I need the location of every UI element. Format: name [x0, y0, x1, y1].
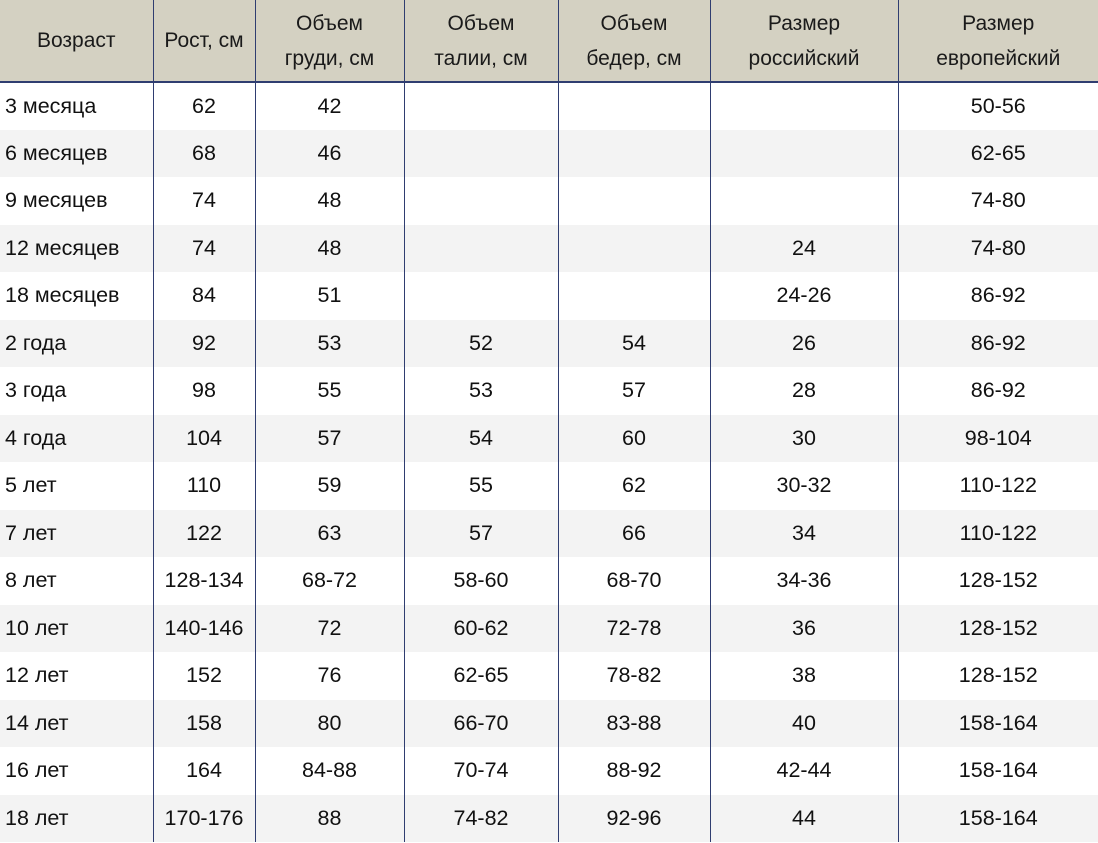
cell-waist: 52 — [404, 320, 558, 368]
cell-age: 12 месяцев — [0, 225, 153, 273]
cell-hips: 72-78 — [558, 605, 710, 653]
cell-waist: 58-60 — [404, 557, 558, 605]
cell-waist: 74-82 — [404, 795, 558, 843]
cell-height: 62 — [153, 82, 255, 130]
column-header-hips — [558, 0, 710, 82]
cell-hips — [558, 130, 710, 178]
column-header-height — [153, 0, 255, 82]
cell-chest: 72 — [255, 605, 404, 653]
cell-eu-size: 128-152 — [898, 652, 1098, 700]
cell-eu-size: 110-122 — [898, 462, 1098, 510]
cell-hips: 62 — [558, 462, 710, 510]
cell-height: 110 — [153, 462, 255, 510]
cell-chest: 53 — [255, 320, 404, 368]
table-row — [0, 82, 1098, 130]
cell-chest: 84-88 — [255, 747, 404, 795]
cell-height: 74 — [153, 225, 255, 273]
table-row — [0, 272, 1098, 320]
cell-eu-size: 128-152 — [898, 605, 1098, 653]
cell-ru-size: 36 — [710, 605, 898, 653]
cell-height: 74 — [153, 177, 255, 225]
cell-ru-size: 34-36 — [710, 557, 898, 605]
table-row — [0, 177, 1098, 225]
cell-eu-size: 74-80 — [898, 177, 1098, 225]
column-header-ru-size — [710, 0, 898, 82]
cell-chest: 51 — [255, 272, 404, 320]
column-header-line: Объем — [600, 11, 668, 35]
cell-age: 8 лет — [0, 557, 153, 605]
table-row — [0, 652, 1098, 700]
cell-waist: 66-70 — [404, 700, 558, 748]
cell-ru-size: 26 — [710, 320, 898, 368]
cell-height: 84 — [153, 272, 255, 320]
cell-hips: 54 — [558, 320, 710, 368]
cell-age: 16 лет — [0, 747, 153, 795]
cell-age: 4 года — [0, 415, 153, 463]
table-body — [0, 82, 1098, 842]
cell-chest: 42 — [255, 82, 404, 130]
cell-age: 2 года — [0, 320, 153, 368]
cell-chest: 88 — [255, 795, 404, 843]
cell-age: 6 месяцев — [0, 130, 153, 178]
cell-waist — [404, 130, 558, 178]
cell-chest: 48 — [255, 225, 404, 273]
cell-height: 152 — [153, 652, 255, 700]
cell-ru-size: 30-32 — [710, 462, 898, 510]
cell-eu-size: 98-104 — [898, 415, 1098, 463]
cell-age: 14 лет — [0, 700, 153, 748]
table-row — [0, 557, 1098, 605]
cell-ru-size: 34 — [710, 510, 898, 558]
table-row — [0, 367, 1098, 415]
table-header — [0, 0, 1098, 82]
cell-eu-size: 110-122 — [898, 510, 1098, 558]
cell-eu-size: 158-164 — [898, 795, 1098, 843]
table-row — [0, 225, 1098, 273]
cell-ru-size: 40 — [710, 700, 898, 748]
cell-eu-size: 86-92 — [898, 367, 1098, 415]
cell-waist: 57 — [404, 510, 558, 558]
table-row — [0, 605, 1098, 653]
column-header-eu-size — [898, 0, 1098, 82]
column-header-waist — [404, 0, 558, 82]
column-header-line: Размер — [767, 11, 841, 35]
cell-age: 3 месяца — [0, 82, 153, 130]
cell-waist: 53 — [404, 367, 558, 415]
cell-eu-size: 158-164 — [898, 700, 1098, 748]
column-header-line: бедер, см — [586, 46, 682, 70]
column-header-line: европейский — [936, 46, 1061, 70]
cell-height: 164 — [153, 747, 255, 795]
cell-ru-size: 24 — [710, 225, 898, 273]
cell-waist: 60-62 — [404, 605, 558, 653]
cell-chest: 76 — [255, 652, 404, 700]
column-header-line: Возраст — [36, 29, 116, 52]
table-row — [0, 747, 1098, 795]
cell-ru-size: 28 — [710, 367, 898, 415]
header-row — [0, 0, 1098, 82]
cell-chest: 59 — [255, 462, 404, 510]
cell-height: 128-134 — [153, 557, 255, 605]
cell-ru-size — [710, 130, 898, 178]
cell-hips — [558, 82, 710, 130]
table-row — [0, 510, 1098, 558]
cell-hips: 88-92 — [558, 747, 710, 795]
cell-hips — [558, 225, 710, 273]
cell-waist — [404, 177, 558, 225]
cell-waist: 54 — [404, 415, 558, 463]
cell-ru-size — [710, 177, 898, 225]
cell-chest: 63 — [255, 510, 404, 558]
cell-waist — [404, 82, 558, 130]
cell-hips: 92-96 — [558, 795, 710, 843]
table-row — [0, 130, 1098, 178]
cell-hips: 78-82 — [558, 652, 710, 700]
cell-hips: 57 — [558, 367, 710, 415]
cell-chest: 68-72 — [255, 557, 404, 605]
cell-eu-size: 86-92 — [898, 272, 1098, 320]
cell-height: 122 — [153, 510, 255, 558]
cell-chest: 57 — [255, 415, 404, 463]
cell-eu-size: 50-56 — [898, 82, 1098, 130]
cell-hips — [558, 272, 710, 320]
cell-age: 10 лет — [0, 605, 153, 653]
column-header-line: Объем — [296, 11, 363, 35]
table-row — [0, 700, 1098, 748]
cell-hips: 68-70 — [558, 557, 710, 605]
cell-chest: 80 — [255, 700, 404, 748]
cell-eu-size: 74-80 — [898, 225, 1098, 273]
cell-waist — [404, 225, 558, 273]
cell-waist: 55 — [404, 462, 558, 510]
cell-chest: 55 — [255, 367, 404, 415]
cell-age: 7 лет — [0, 510, 153, 558]
cell-height: 98 — [153, 367, 255, 415]
cell-waist: 70-74 — [404, 747, 558, 795]
cell-age: 18 месяцев — [0, 272, 153, 320]
cell-waist — [404, 272, 558, 320]
cell-age: 5 лет — [0, 462, 153, 510]
table-row — [0, 415, 1098, 463]
cell-height: 158 — [153, 700, 255, 748]
table-row — [0, 320, 1098, 368]
cell-ru-size: 30 — [710, 415, 898, 463]
cell-waist: 62-65 — [404, 652, 558, 700]
cell-hips: 66 — [558, 510, 710, 558]
cell-eu-size: 86-92 — [898, 320, 1098, 368]
cell-ru-size: 24-26 — [710, 272, 898, 320]
cell-hips: 60 — [558, 415, 710, 463]
table-row — [0, 462, 1098, 510]
column-header-line: Рост, см — [164, 29, 244, 52]
cell-height: 92 — [153, 320, 255, 368]
cell-age: 18 лет — [0, 795, 153, 843]
column-header-chest — [255, 0, 404, 82]
column-header-line: российский — [748, 46, 860, 70]
column-header-age — [0, 0, 153, 82]
cell-eu-size: 128-152 — [898, 557, 1098, 605]
cell-height: 140-146 — [153, 605, 255, 653]
column-header-line: груди, см — [284, 46, 375, 70]
cell-ru-size: 38 — [710, 652, 898, 700]
column-header-line: Размер — [962, 11, 1035, 35]
cell-age: 12 лет — [0, 652, 153, 700]
cell-age: 9 месяцев — [0, 177, 153, 225]
cell-ru-size: 42-44 — [710, 747, 898, 795]
cell-hips — [558, 177, 710, 225]
cell-chest: 46 — [255, 130, 404, 178]
cell-chest: 48 — [255, 177, 404, 225]
cell-eu-size: 158-164 — [898, 747, 1098, 795]
cell-age: 3 года — [0, 367, 153, 415]
cell-height: 68 — [153, 130, 255, 178]
table-row — [0, 795, 1098, 843]
cell-eu-size: 62-65 — [898, 130, 1098, 178]
column-header-line: Объем — [447, 11, 515, 35]
cell-height: 170-176 — [153, 795, 255, 843]
column-header-line: талии, см — [434, 46, 528, 70]
cell-height: 104 — [153, 415, 255, 463]
cell-hips: 83-88 — [558, 700, 710, 748]
cell-ru-size: 44 — [710, 795, 898, 843]
cell-ru-size — [710, 82, 898, 130]
